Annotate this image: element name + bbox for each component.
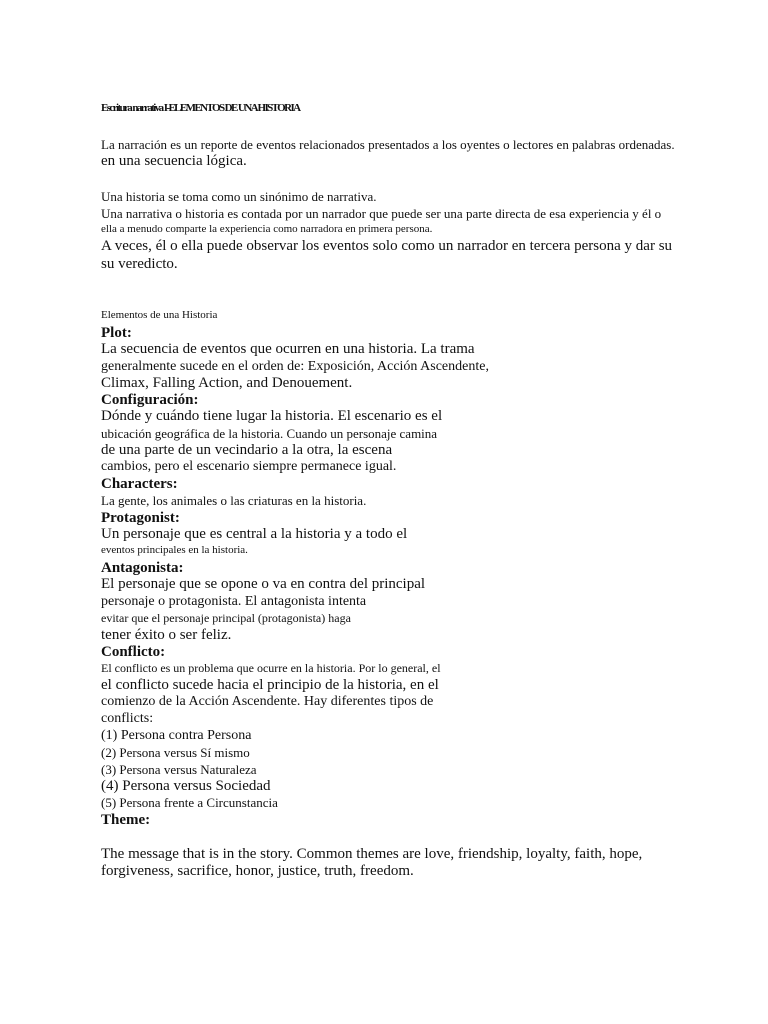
setting-line-4: cambios, pero el escenario siempre permanece igual. <box>101 459 397 474</box>
paragraph2-line-2: Una narrativa o historia es contada por un narrador que puede ser una parte directa de esa experiencia y él o <box>101 206 662 221</box>
protagonist-line-1: Un personaje que es central a la historia y a todo el <box>101 526 408 542</box>
conflict-line-1: El conflicto es un problema que ocurre en la historia. Por lo general, el <box>101 661 441 675</box>
setting-heading: Configuración: <box>101 392 199 408</box>
protagonist-heading: Protagonist: <box>101 510 180 526</box>
plot-line-1: La secuencia de eventos que ocurren en una historia. La trama <box>101 341 475 357</box>
plot-heading: Plot: <box>101 325 132 341</box>
setting-line-2: ubicación geográfica de la historia. Cuando un personaje camina <box>101 426 438 441</box>
paragraph2-line-4: A veces, él o ella puede observar los eventos solo como un narrador en tercera persona y dar su <box>101 238 673 254</box>
document-title: Escritura narrativa I-ELEMENTOS DE UNA HISTORIA <box>101 102 300 114</box>
theme-line-2: forgiveness, sacrifice, honor, justice, truth, freedom. <box>101 863 414 879</box>
conflict-type-1: (1) Persona contra Persona <box>101 728 252 743</box>
antagonist-line-1: El personaje que se opone o va en contra del principal <box>101 576 426 592</box>
theme-heading: Theme: <box>101 812 151 828</box>
conflict-type-3: (3) Persona versus Naturaleza <box>101 762 257 777</box>
paragraph2-line-3: ella a menudo comparte la experiencia como narradora en primera persona. <box>101 223 433 235</box>
characters-line-1: La gente, los animales o las criaturas en la historia. <box>101 493 367 508</box>
conflict-type-5: (5) Persona frente a Circunstancia <box>101 795 278 810</box>
conflict-type-2: (2) Persona versus Sí mismo <box>101 745 250 760</box>
protagonist-line-2: eventos principales en la historia. <box>101 544 248 556</box>
antagonist-line-3: evitar que el personaje principal (protagonista) haga <box>101 611 351 625</box>
paragraph2-line-5: su veredicto. <box>101 256 178 272</box>
antagonist-heading: Antagonista: <box>101 560 184 576</box>
plot-line-3: Climax, Falling Action, and Denouement. <box>101 375 353 391</box>
antagonist-line-2: personaje o protagonista. El antagonista intenta <box>101 594 367 609</box>
conflict-line-3: comienzo de la Acción Ascendente. Hay diferentes tipos de <box>101 694 434 709</box>
conflict-line-2: el conflicto sucede hacia el principio de la historia, en el <box>101 677 439 693</box>
intro-line-1: La narración es un reporte de eventos relacionados presentados a los oyentes o lectores en palabras ordenadas. <box>101 137 675 152</box>
antagonist-line-4: tener éxito o ser feliz. <box>101 627 232 643</box>
conflict-type-4: (4) Persona versus Sociedad <box>101 778 271 794</box>
setting-line-3: de una parte de un vecindario a la otra, la escena <box>101 442 393 458</box>
elements-heading: Elementos de una Historia <box>101 309 218 321</box>
conflict-line-4: conflicts: <box>101 711 154 726</box>
theme-line-1: The message that is in the story. Common themes are love, friendship, loyalty, faith, hope, <box>101 846 643 862</box>
intro-line-2: en una secuencia lógica. <box>101 153 247 169</box>
paragraph2-line-1: Una historia se toma como un sinónimo de narrativa. <box>101 189 377 204</box>
plot-line-2: generalmente sucede en el orden de: Exposición, Acción Ascendente, <box>101 359 489 374</box>
setting-line-1: Dónde y cuándo tiene lugar la historia. El escenario es el <box>101 408 443 424</box>
conflict-heading: Conflicto: <box>101 644 166 660</box>
characters-heading: Characters: <box>101 476 178 492</box>
